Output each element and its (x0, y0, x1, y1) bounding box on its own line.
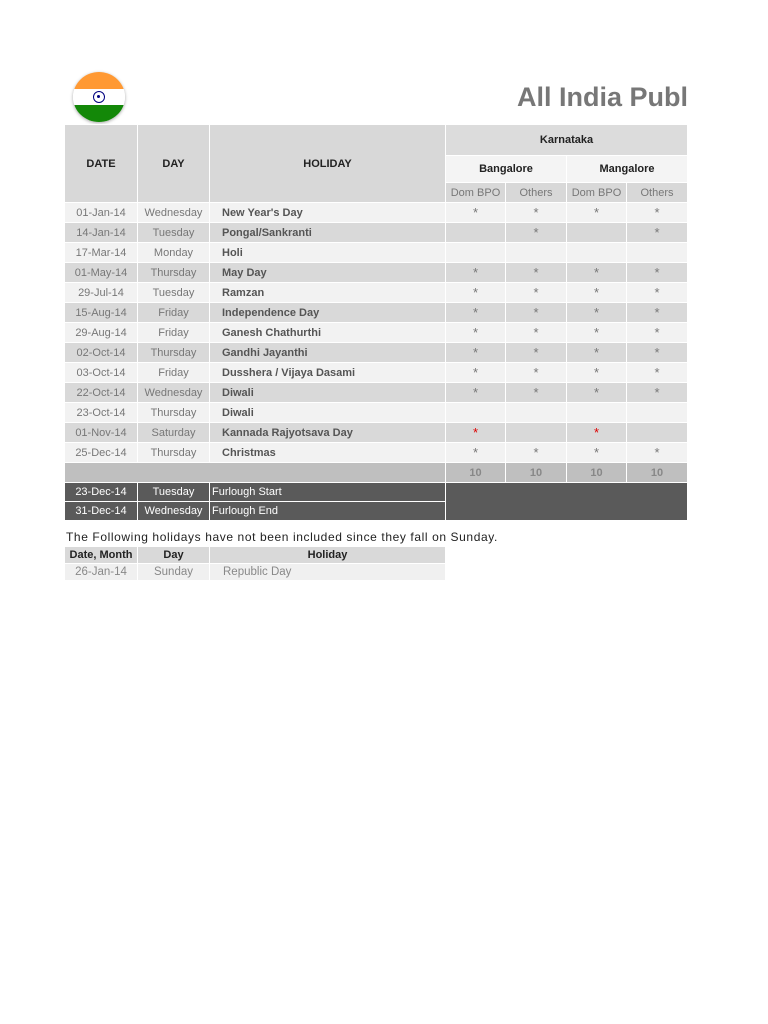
holiday-name: Christmas (210, 443, 446, 463)
holiday-mark (627, 243, 688, 263)
holiday-day: Friday (138, 303, 210, 323)
holiday-mark: * (567, 303, 627, 323)
india-flag-icon (73, 72, 125, 122)
holiday-date: 15-Aug-14 (65, 303, 138, 323)
holiday-name: Dusshera / Vijaya Dasami (210, 363, 446, 383)
sunday-date: 26-Jan-14 (65, 564, 138, 581)
holiday-mark: * (567, 423, 627, 443)
holiday-name: Independence Day (210, 303, 446, 323)
header-state: Karnataka (446, 125, 688, 156)
holiday-name: Diwali (210, 383, 446, 403)
holiday-mark: * (627, 323, 688, 343)
holiday-mark: * (506, 203, 567, 223)
holiday-row (65, 303, 688, 323)
holiday-row (65, 423, 688, 443)
holiday-name: Kannada Rajyotsava Day (210, 423, 446, 443)
holiday-mark (446, 403, 506, 423)
holiday-mark: * (506, 383, 567, 403)
header-city-bangalore: Bangalore (446, 156, 567, 183)
holiday-mark: * (627, 343, 688, 363)
holiday-mark: * (627, 283, 688, 303)
furlough-row (65, 483, 688, 502)
holiday-mark: * (627, 223, 688, 243)
holiday-date: 25-Dec-14 (65, 443, 138, 463)
holiday-name: Ramzan (210, 283, 446, 303)
holiday-mark (627, 403, 688, 423)
holiday-day: Tuesday (138, 223, 210, 243)
holiday-mark: * (567, 323, 627, 343)
holiday-mark: * (506, 283, 567, 303)
holiday-day: Thursday (138, 343, 210, 363)
holiday-table (64, 124, 688, 521)
holiday-date: 29-Aug-14 (65, 323, 138, 343)
holiday-day: Tuesday (138, 283, 210, 303)
holiday-name: Holi (210, 243, 446, 263)
holiday-mark: * (567, 383, 627, 403)
header-subcol: Others (627, 183, 688, 203)
holiday-name: Gandhi Jayanthi (210, 343, 446, 363)
holiday-row (65, 443, 688, 463)
holiday-mark: * (567, 443, 627, 463)
furlough-fill (446, 483, 688, 521)
holiday-mark (446, 223, 506, 243)
holiday-mark: * (446, 343, 506, 363)
header-subcol: Others (506, 183, 567, 203)
holiday-day: Friday (138, 323, 210, 343)
holiday-row (65, 323, 688, 343)
holiday-mark: * (567, 203, 627, 223)
sunday-header-row (65, 547, 446, 564)
header-city-mangalore: Mangalore (567, 156, 688, 183)
holiday-mark: * (627, 383, 688, 403)
holiday-day: Monday (138, 243, 210, 263)
header-day: DAY (138, 125, 210, 203)
holiday-mark (506, 243, 567, 263)
holiday-mark: * (446, 203, 506, 223)
holiday-mark: * (567, 343, 627, 363)
total-cell: 10 (627, 463, 688, 483)
holiday-mark: * (506, 263, 567, 283)
holiday-mark: * (446, 383, 506, 403)
holiday-mark: * (506, 303, 567, 323)
holiday-mark: * (446, 423, 506, 443)
holiday-name: New Year's Day (210, 203, 446, 223)
holiday-mark: * (567, 283, 627, 303)
header-date: DATE (65, 125, 138, 203)
holiday-day: Thursday (138, 403, 210, 423)
holiday-mark: * (446, 443, 506, 463)
holiday-row (65, 223, 688, 243)
holiday-row (65, 283, 688, 303)
sunday-header-date: Date, Month (65, 547, 138, 564)
holiday-mark: * (627, 363, 688, 383)
sunday-header-holiday: Holiday (210, 547, 446, 564)
holiday-mark: * (567, 263, 627, 283)
ashoka-chakra-icon (93, 91, 105, 103)
page-title: All India Publ (517, 82, 688, 112)
header-holiday: HOLIDAY (210, 125, 446, 203)
total-cell: 10 (506, 463, 567, 483)
furlough-day: Tuesday (138, 483, 210, 502)
holiday-mark (627, 423, 688, 443)
holiday-row (65, 203, 688, 223)
header-subcol: Dom BPO (567, 183, 627, 203)
holiday-mark: * (506, 323, 567, 343)
holiday-date: 01-Nov-14 (65, 423, 138, 443)
holiday-mark: * (506, 343, 567, 363)
holiday-mark: * (446, 323, 506, 343)
holiday-row (65, 263, 688, 283)
holiday-day: Thursday (138, 263, 210, 283)
furlough-label: Furlough End (210, 502, 446, 521)
sunday-day: Sunday (138, 564, 210, 581)
holiday-date: 02-Oct-14 (65, 343, 138, 363)
holiday-mark: * (446, 263, 506, 283)
holiday-mark (506, 423, 567, 443)
holiday-name: Pongal/Sankranti (210, 223, 446, 243)
furlough-date: 23-Dec-14 (65, 483, 138, 502)
furlough-date: 31-Dec-14 (65, 502, 138, 521)
holiday-date: 23-Oct-14 (65, 403, 138, 423)
holiday-day: Thursday (138, 443, 210, 463)
holiday-row (65, 343, 688, 363)
sunday-note: The Following holidays have not been included since they fall on Sunday. (66, 530, 498, 544)
holiday-mark: * (627, 263, 688, 283)
holiday-mark: * (627, 203, 688, 223)
holiday-name: Diwali (210, 403, 446, 423)
holiday-date: 03-Oct-14 (65, 363, 138, 383)
furlough-day: Wednesday (138, 502, 210, 521)
holiday-rows (65, 203, 688, 463)
header-subcol: Dom BPO (446, 183, 506, 203)
totals-row (65, 463, 688, 483)
holiday-row (65, 363, 688, 383)
holiday-date: 01-Jan-14 (65, 203, 138, 223)
holiday-name: Ganesh Chathurthi (210, 323, 446, 343)
holiday-date: 22-Oct-14 (65, 383, 138, 403)
holiday-mark: * (567, 363, 627, 383)
holiday-mark: * (506, 223, 567, 243)
holiday-date: 01-May-14 (65, 263, 138, 283)
holiday-row (65, 243, 688, 263)
holiday-mark (567, 223, 627, 243)
sunday-holiday: Republic Day (210, 564, 446, 581)
sunday-holiday-table (64, 546, 446, 581)
holiday-day: Wednesday (138, 383, 210, 403)
holiday-mark (567, 243, 627, 263)
holiday-date: 29-Jul-14 (65, 283, 138, 303)
holiday-mark: * (446, 363, 506, 383)
holiday-mark (446, 243, 506, 263)
holiday-day: Wednesday (138, 203, 210, 223)
holiday-name: May Day (210, 263, 446, 283)
holiday-mark (567, 403, 627, 423)
holiday-row (65, 383, 688, 403)
holiday-date: 17-Mar-14 (65, 243, 138, 263)
holiday-row (65, 403, 688, 423)
flag-saffron-band (73, 72, 125, 89)
sunday-row (65, 564, 446, 581)
holiday-mark: * (506, 443, 567, 463)
sunday-header-day: Day (138, 547, 210, 564)
holiday-mark (506, 403, 567, 423)
holiday-date: 14-Jan-14 (65, 223, 138, 243)
holiday-day: Friday (138, 363, 210, 383)
flag-green-band (73, 105, 125, 122)
total-cell: 10 (567, 463, 627, 483)
total-cell: 10 (446, 463, 506, 483)
holiday-mark: * (446, 283, 506, 303)
holiday-mark: * (506, 363, 567, 383)
holiday-mark: * (446, 303, 506, 323)
holiday-mark: * (627, 443, 688, 463)
holiday-day: Saturday (138, 423, 210, 443)
holiday-mark: * (627, 303, 688, 323)
totals-spacer (65, 463, 446, 483)
furlough-label: Furlough Start (210, 483, 446, 502)
